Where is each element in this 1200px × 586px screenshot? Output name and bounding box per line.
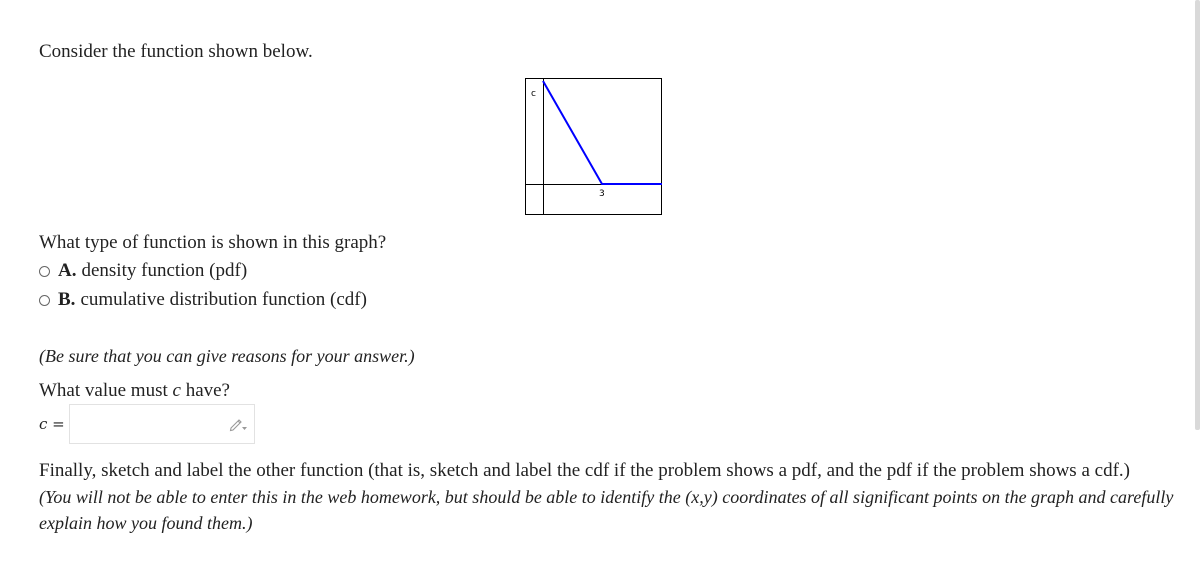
intro-text: Consider the function shown below. <box>39 41 313 62</box>
graph-frame <box>526 79 662 215</box>
final-instructions: Finally, sketch and label the other function (that is, sketch and label the cdf if the problem shows a pdf, and the pdf if the problem shows a cdf.) <box>39 460 1130 481</box>
x-axis-label-3: 3 <box>599 189 605 199</box>
pencil-icon[interactable] <box>228 416 248 432</box>
answer-input[interactable] <box>76 405 230 443</box>
option-b[interactable] <box>39 288 367 312</box>
final-note-line-2: explain how you found them.) <box>39 513 253 533</box>
option-b-label: cumulative distribution function (cdf) <box>80 289 367 310</box>
function-line <box>543 81 662 184</box>
question-text: What type of function is shown in this graph? <box>39 232 387 253</box>
option-a[interactable] <box>39 259 247 283</box>
function-graph <box>525 78 663 216</box>
option-a-label: density function (pdf) <box>81 260 248 281</box>
option-b-radio[interactable] <box>39 295 50 306</box>
value-question-before: What value must <box>39 380 173 401</box>
answer-label: c = <box>39 415 65 433</box>
final-note-line-1: (You will not be able to enter this in the web homework, but should be able to identify the (x,y) coordinates of all significant points on the graph and carefully <box>39 487 1174 507</box>
value-question-var: c <box>172 380 181 401</box>
scrollbar[interactable] <box>1195 0 1200 430</box>
value-question-after: have? <box>180 380 230 401</box>
answer-box[interactable] <box>69 404 255 444</box>
option-a-radio[interactable] <box>39 266 50 277</box>
value-question <box>39 379 230 403</box>
reasons-note: (Be sure that you can give reasons for your answer.) <box>39 346 415 366</box>
y-axis-label-c: c <box>531 89 536 99</box>
option-a-letter: A. <box>58 260 77 281</box>
option-b-letter: B. <box>58 289 76 310</box>
